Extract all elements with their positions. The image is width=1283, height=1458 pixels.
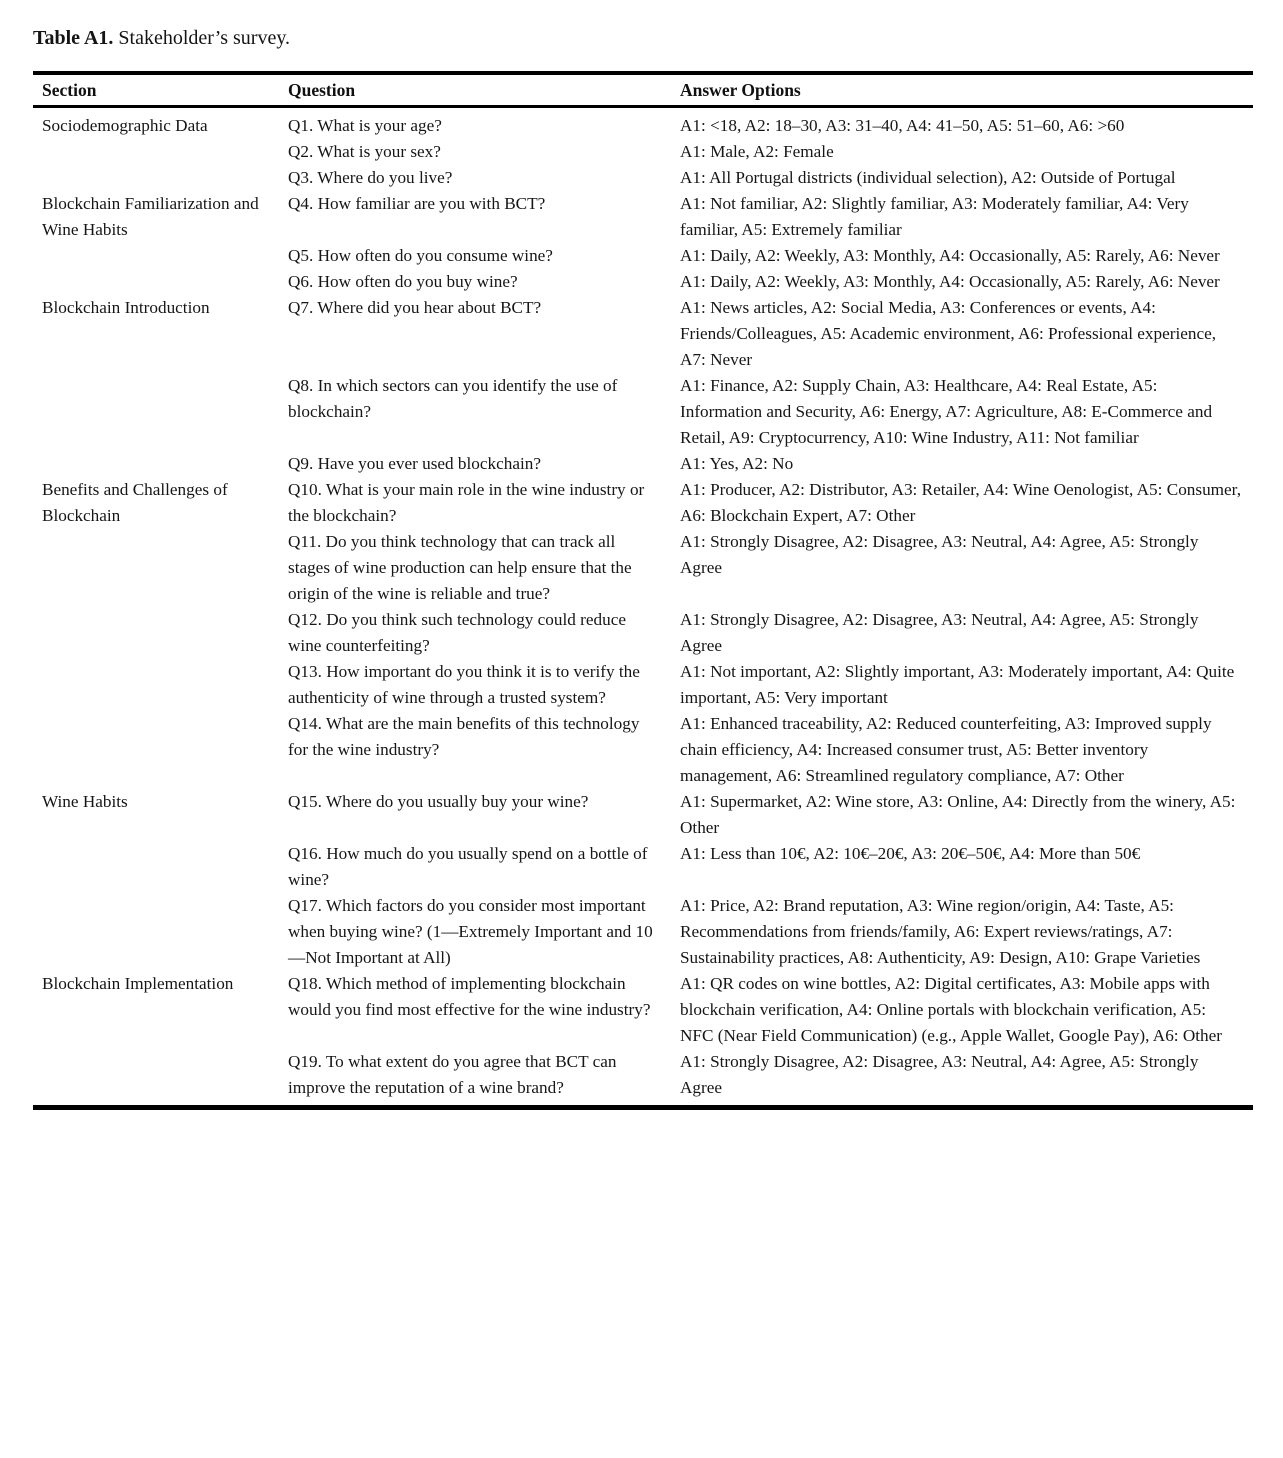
section-cell: Blockchain Familiarization and Wine Habits (42, 194, 259, 239)
table-row (33, 295, 1253, 373)
question-cell: Q12. Do you think such technology could reduce wine counterfeiting? (288, 610, 626, 655)
table-caption-label: Table A1. (33, 27, 114, 49)
answer-cell: A1: Strongly Disagree, A2: Disagree, A3: Neutral, A4: Agree, A5: Strongly Agree (680, 610, 1199, 655)
section-cell: Benefits and Challenges of Blockchain (42, 480, 228, 525)
section-cell (33, 1049, 279, 1108)
question-cell: Q2. What is your sex? (288, 142, 441, 161)
table-row (33, 269, 1253, 295)
table-caption-text: Stakeholder’s survey. (113, 27, 291, 49)
question-cell: Q1. What is your age? (288, 116, 442, 135)
column-header-answer-options: Answer Options (671, 73, 1253, 107)
section-cell: Blockchain Introduction (42, 298, 210, 317)
answer-cell: A1: Strongly Disagree, A2: Disagree, A3: Neutral, A4: Agree, A5: Strongly Agree (680, 532, 1199, 577)
table-row (33, 607, 1253, 659)
answer-cell: A1: Yes, A2: No (680, 454, 794, 473)
table-row (33, 893, 1253, 971)
table-row (33, 477, 1253, 529)
question-cell: Q5. How often do you consume wine? (288, 246, 553, 265)
section-cell (33, 607, 279, 659)
section-cell (33, 373, 279, 451)
section-cell (33, 659, 279, 711)
answer-cell: A1: Enhanced traceability, A2: Reduced counterfeiting, A3: Improved supply chain efficiency, A4: Increased consumer trust, A5: Better inventory management, A6: Streamlined regulatory compliance, A7: Other (680, 714, 1212, 785)
table-row (33, 711, 1253, 789)
section-cell (33, 165, 279, 191)
section-cell (33, 529, 279, 607)
table-row (33, 971, 1253, 1049)
question-cell: Q4. How familiar are you with BCT? (288, 194, 546, 213)
table-caption (33, 24, 1253, 52)
table-row (33, 1049, 1253, 1108)
answer-cell: A1: Less than 10€, A2: 10€–20€, A3: 20€–50€, A4: More than 50€ (680, 844, 1141, 863)
table-row (33, 529, 1253, 607)
survey-table (33, 71, 1253, 1110)
question-cell: Q13. How important do you think it is to verify the authenticity of wine through a trusted system? (288, 662, 640, 707)
answer-cell: A1: Finance, A2: Supply Chain, A3: Healthcare, A4: Real Estate, A5: Information and Security, A6: Energy, A7: Agriculture, A8: E-Commerce and Retail, A9: Cryptocurrency, A10: Wine Industry, A11: Not familiar (680, 376, 1213, 447)
section-cell (33, 893, 279, 971)
column-header-section: Section (33, 73, 279, 107)
section-cell (33, 451, 279, 477)
question-cell: Q8. In which sectors can you identify the use of blockchain? (288, 376, 618, 421)
section-cell (33, 711, 279, 789)
table-row (33, 841, 1253, 893)
answer-cell: A1: Supermarket, A2: Wine store, A3: Online, A4: Directly from the winery, A5: Other (680, 792, 1236, 837)
section-cell (33, 243, 279, 269)
answer-cell: A1: Strongly Disagree, A2: Disagree, A3: Neutral, A4: Agree, A5: Strongly Agree (680, 1052, 1199, 1097)
question-cell: Q9. Have you ever used blockchain? (288, 454, 541, 473)
question-cell: Q10. What is your main role in the wine industry or the blockchain? (288, 480, 645, 525)
question-cell: Q6. How often do you buy wine? (288, 272, 518, 291)
table-row (33, 789, 1253, 841)
question-cell: Q7. Where did you hear about BCT? (288, 298, 542, 317)
section-cell (33, 841, 279, 893)
question-cell: Q18. Which method of implementing blockchain would you find most effective for the wine industry? (288, 974, 651, 1019)
table-row (33, 659, 1253, 711)
table-row (33, 107, 1253, 140)
header-row (33, 73, 1253, 107)
answer-cell: A1: News articles, A2: Social Media, A3: Conferences or events, A4: Friends/Colleagues, A5: Academic environment, A6: Professional experience, A7: Never (680, 298, 1217, 369)
answer-cell: A1: Not familiar, A2: Slightly familiar, A3: Moderately familiar, A4: Very familiar, A5: Extremely familiar (680, 194, 1189, 239)
section-cell (33, 269, 279, 295)
question-cell: Q3. Where do you live? (288, 168, 453, 187)
table-row (33, 139, 1253, 165)
table-row (33, 165, 1253, 191)
answer-cell: A1: Producer, A2: Distributor, A3: Retailer, A4: Wine Oenologist, A5: Consumer, A6: Blockchain Expert, A7: Other (680, 480, 1241, 525)
table-row (33, 243, 1253, 269)
question-cell: Q15. Where do you usually buy your wine? (288, 792, 589, 811)
question-cell: Q17. Which factors do you consider most important when buying wine? (1—Extremely Important and 10—Not Important at All) (288, 896, 653, 967)
column-header-question: Question (279, 73, 671, 107)
question-cell: Q19. To what extent do you agree that BCT can improve the reputation of a wine brand? (288, 1052, 617, 1097)
section-cell: Sociodemographic Data (42, 116, 208, 135)
answer-cell: A1: <18, A2: 18–30, A3: 31–40, A4: 41–50, A5: 51–60, A6: >60 (680, 116, 1125, 135)
answer-cell: A1: Male, A2: Female (680, 142, 834, 161)
table-row (33, 191, 1253, 243)
answer-cell: A1: All Portugal districts (individual selection), A2: Outside of Portugal (680, 168, 1176, 187)
answer-cell: A1: Daily, A2: Weekly, A3: Monthly, A4: Occasionally, A5: Rarely, A6: Never (680, 246, 1220, 265)
answer-cell: A1: Not important, A2: Slightly important, A3: Moderately important, A4: Quite important, A5: Very important (680, 662, 1235, 707)
answer-cell: A1: QR codes on wine bottles, A2: Digital certificates, A3: Mobile apps with blockchain verification, A4: Online portals with blockchain verification, A5: NFC (Near Field Communication) (e.g., Apple Wallet, Google Pay), A6: Other (680, 974, 1222, 1045)
section-cell (33, 139, 279, 165)
question-cell: Q16. How much do you usually spend on a bottle of wine? (288, 844, 648, 889)
question-cell: Q11. Do you think technology that can track all stages of wine production can help ensure that the origin of the wine is reliable and true? (288, 532, 632, 603)
section-cell: Blockchain Implementation (42, 974, 234, 993)
answer-cell: A1: Price, A2: Brand reputation, A3: Wine region/origin, A4: Taste, A5: Recommendations from friends/family, A6: Expert reviews/ratings, A7: Sustainability practices, A8: Authenticity, A9: Design, A10: Grape Varieties (680, 896, 1201, 967)
answer-cell: A1: Daily, A2: Weekly, A3: Monthly, A4: Occasionally, A5: Rarely, A6: Never (680, 272, 1220, 291)
section-cell: Wine Habits (42, 792, 128, 811)
table-row (33, 373, 1253, 451)
table-row (33, 451, 1253, 477)
question-cell: Q14. What are the main benefits of this technology for the wine industry? (288, 714, 640, 759)
